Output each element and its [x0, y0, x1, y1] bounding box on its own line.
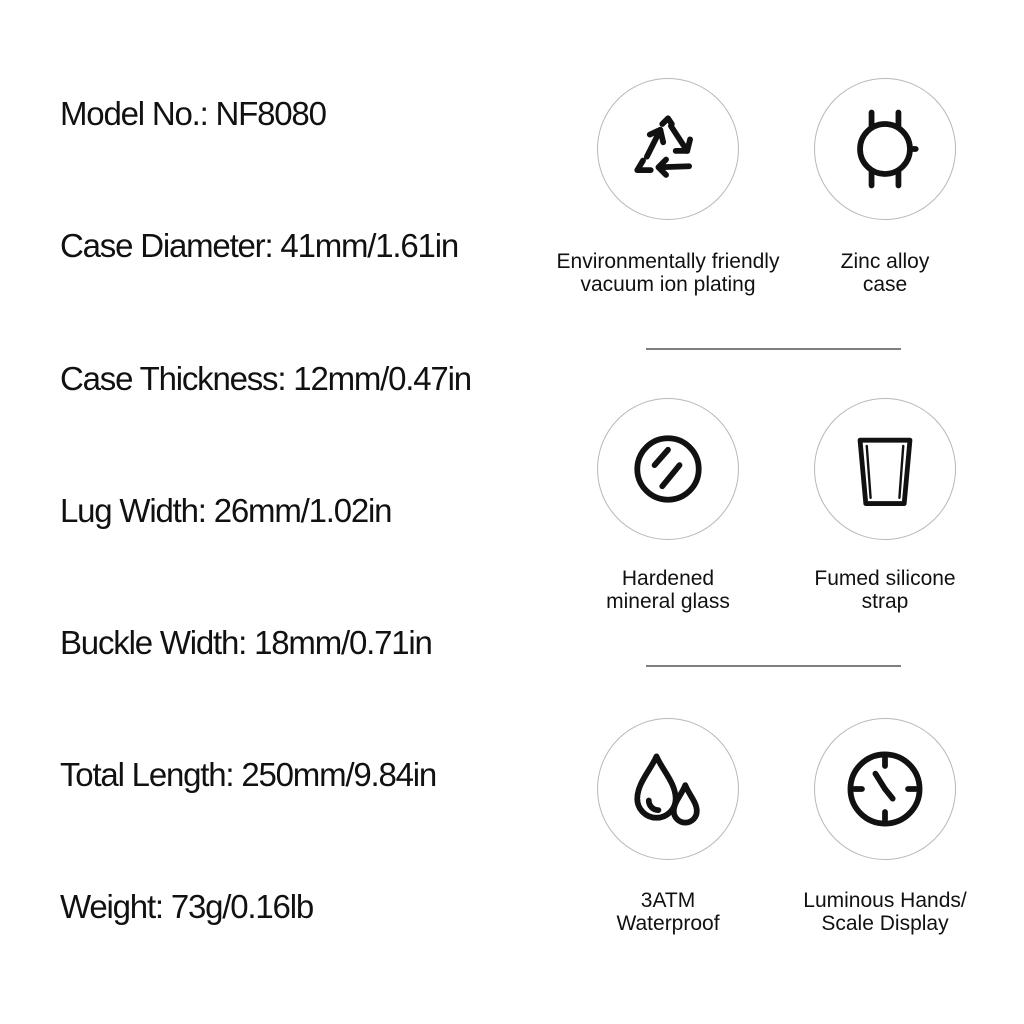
feature-label-line: Luminous Hands/ [803, 889, 967, 912]
feature-label-line: strap [861, 590, 909, 613]
feature-label-line: case [862, 273, 908, 296]
icon-circle [814, 78, 956, 220]
spec-buckle-width: Buckle Width: 18mm/0.71in [60, 624, 432, 661]
feature-label-line: mineral glass [606, 590, 730, 613]
spec-lug-width: Lug Width: 26mm/1.02in [60, 492, 392, 529]
feature-label-line: Fumed silicone [814, 567, 956, 590]
icon-circle [597, 78, 739, 220]
feature-label-line: vacuum ion plating [580, 273, 756, 296]
icon-circle [814, 718, 956, 860]
silicone-strap-icon [837, 421, 933, 517]
icon-circle [597, 398, 739, 540]
feature-label [548, 250, 788, 296]
feature-label [765, 567, 1005, 613]
spec-case-diameter: Case Diameter: 41mm/1.61in [60, 227, 458, 264]
icon-circle [814, 398, 956, 540]
feature-label-line: Waterproof [616, 912, 720, 935]
feature-label-line: Environmentally friendly [556, 250, 780, 273]
watch-case-icon [837, 101, 933, 197]
spec-model-no: Model No.: NF8080 [60, 95, 326, 132]
spec-weight: Weight: 73g/0.16lb [60, 888, 313, 925]
feature-label-line: Hardened [621, 567, 715, 590]
section-divider [646, 348, 901, 350]
recycle-icon [620, 101, 716, 197]
feature-label-line: 3ATM [640, 889, 696, 912]
icon-circle [597, 718, 739, 860]
feature-label [765, 889, 1005, 935]
feature-label [765, 250, 1005, 296]
feature-label-line: Scale Display [821, 912, 949, 935]
section-divider [646, 665, 901, 667]
spec-total-length: Total Length: 250mm/9.84in [60, 756, 437, 793]
luminous-clock-icon [837, 741, 933, 837]
spec-case-thickness: Case Thickness: 12mm/0.47in [60, 360, 471, 397]
feature-label-line: Zinc alloy [840, 250, 930, 273]
feature-label [548, 889, 788, 935]
mineral-glass-icon [620, 421, 716, 517]
water-drops-icon [620, 741, 716, 837]
feature-label [548, 567, 788, 613]
